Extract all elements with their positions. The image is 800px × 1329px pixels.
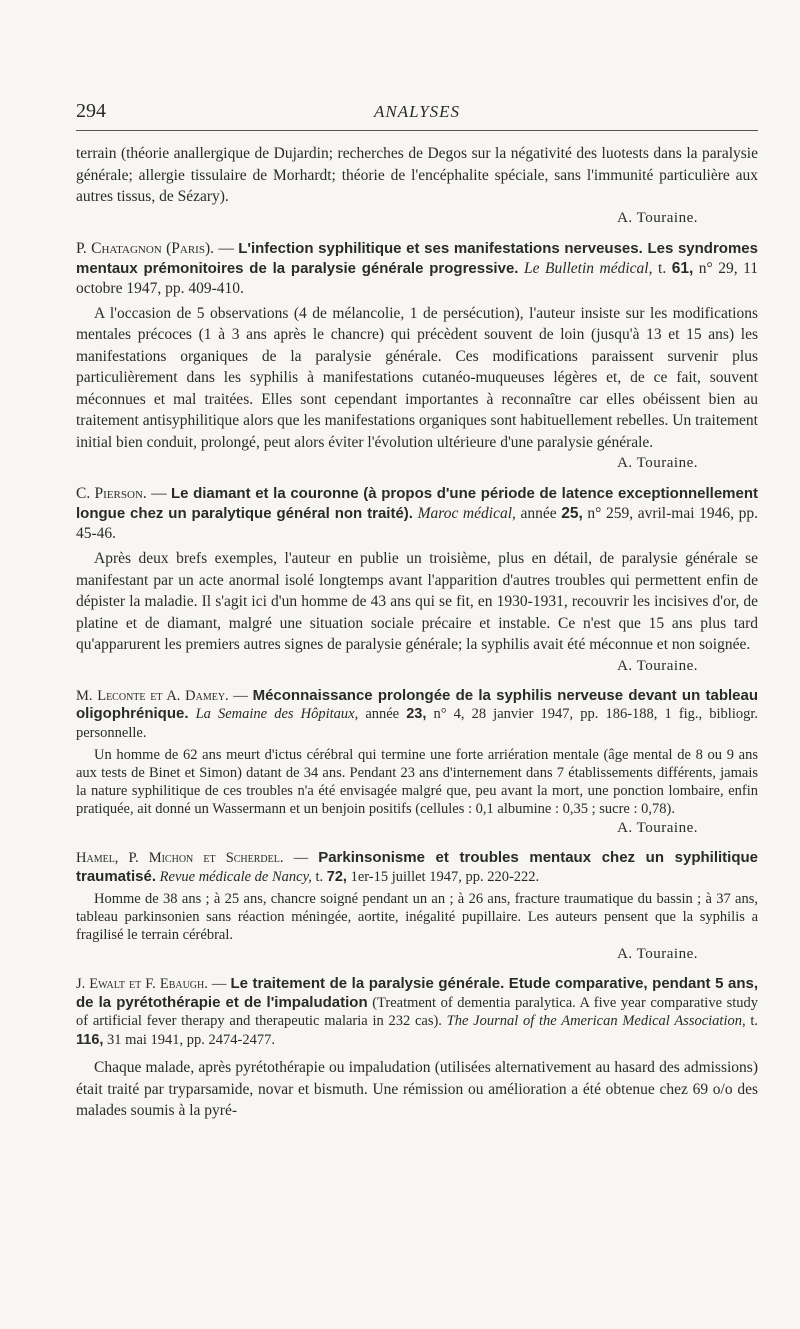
entry-volume: 25, [561,505,583,522]
page [76,100,758,1122]
entry-volume: 116, [76,1031,104,1048]
intro-block [76,143,758,229]
page-header [76,100,758,131]
entry-authors: M. Leconte et A. Damey. [76,687,229,704]
entry-title: Parkinsonisme et troubles mentaux chez un syphilitique traumatisé. [76,849,758,885]
entry-body: Un homme de 62 ans meurt d'ictus cérébral qui termine une forte arriération mentale (âge mental de 8 ou 9 ans aux tests de Binet et Simon) datant de 34 ans. Pendant 23 ans d'internement dans 7 établissements différents, jamais la nature syphilitique de ces troubles n'a été envisagée malgré que, peu avant la mort, une ponction lombaire, enfin pratiquée, ait donné un Wassermann et un benjoin positifs (cellules : 0,1 albumine : 0,35 ; sucre : 0,78). [76,747,758,817]
signature: A. Touraine. [617,657,698,674]
entry-title-extra: (Treatment of dementia paralytica. A five year comparative study of artificial fever therapy and therapeutic malaria in 232 cas). [76,994,758,1029]
entry-body: Après deux brefs exemples, l'auteur en publie un troisième, plus en détail, de paralysie générale se manifestant par un acte anormal isolé longtemps avant l'apparition d'autres troubles qui permettent enfin de dépister la maladie. Il s'agit ici d'un homme de 43 ans qui se fit, en 1930-1931, recouvrir les incisives d'or, de platine et de diamant, malgré une situation sociale précaire et instable. Ce n'est que 15 ans plus tard qu'apparurent les premiers autres signes de paralysie générale; la syphilis avait été méconnue et non soignée. [76,550,758,653]
signature: A. Touraine. [617,209,698,226]
entry-heading: J. Ewalt et F. Ebaugh. — Le traitement de la paralysie générale. Etude comparative, pendant 5 ans, de la pyrétothérapie et de l'impaludation (Treatment of dementia paralytica. A five year comparative study of artificial fever therapy and therapeutic malaria in 232 cas). The Journal of the American Medical Association, t. 116, 31 mai 1941, pp. 2474-2477. [76,975,759,1048]
entry-ref-post: n° 259, avril-mai 1946, pp. 45-46. [76,505,758,542]
entry-title: Le traitement de la paralysie générale. Etude comparative, pendant 5 ans, de la pyrétothérapie et de l'impaludation [76,975,758,1011]
abstract-entry [76,484,758,677]
signature: A. Touraine. [617,946,698,962]
entry-authors: J. Ewalt et F. Ebaugh. [76,976,208,992]
entry-ref-post: 31 mai 1941, pp. 2474-2477. [107,1031,275,1048]
running-title: ANALYSES [373,102,461,121]
abstract-entry [76,849,758,965]
abstract-entry [76,975,758,1049]
page-number: 294 [76,100,106,122]
entry-ref-pre: t. [315,868,324,885]
entry-journal: Revue médicale de Nancy, [159,868,312,885]
entry-heading: C. Pierson. — Le diamant et la couronne (à propos d'une période de latence exceptionnellement longue chez un paralytique général non traité). Maroc médical, année 25, n° 259, avril-mai 1946, pp. 45-46. [76,485,759,542]
entry-journal: The Journal of the American Medical Association, [446,1013,746,1029]
entry-journal: La Semaine des Hôpitaux, [195,706,359,722]
entry-journal: Maroc médical, [417,505,516,522]
abstract-entry [76,239,758,475]
entry-title: Méconnaissance prolongée de la syphilis nerveuse devant un tableau oligophrénique. [76,686,759,722]
entry-journal: Le Bulletin médical, [523,259,653,277]
abstract-entry [76,687,758,840]
entry-body: Chaque malade, après pyrétothérapie ou impaludation (utilisées alternativement au hasard des admissions) était traité par tryparsamide, novar et bismuth. Une rémission ou amélioration a été obtenue chez 69 o/o des malades soumis à la pyré- [76,1059,758,1119]
entry-heading: M. Leconte et A. Damey. — Méconnaissance prolongée de la syphilis nerveuse devant un tableau oligophrénique. La Semaine des Hôpitaux, année 23, n° 4, 28 janvier 1947, pp. 186-188, 1 fig., bibliogr. personnelle. [76,686,759,741]
entry-authors: Hamel, P. Michon et Scherdel. [76,850,284,866]
entry-heading: Hamel, P. Michon et Scherdel. — Parkinsonisme et troubles mentaux chez un syphilitique traumatisé. Revue médicale de Nancy, t. 72, 1er-15 juillet 1947, pp. 220-222. [76,849,758,885]
entry-ref-pre: année [365,706,400,722]
entry-body: Homme de 38 ans ; à 25 ans, chancre soigné pendant un an ; à 26 ans, fracture traumatique du bassin ; à 37 ans, tableau parkinsonien sans réaction méningée, aortite, inégalité pupillaire. Les auteurs pensent que la syphilis a fragilisé le terrain cérébral. [76,891,758,943]
entry-ref-pre: année [520,505,557,522]
entry-authors: P. Chatagnon (Paris). [76,239,214,257]
entry-heading: P. Chatagnon (Paris). — L'infection syphilitique et ses manifestations nerveuses. Les syndromes mentaux prémonitoires de la paralysie générale progressive. Le Bulletin médical, t. 61, n° 29, 11 octobre 1947, pp. 409-410. [76,239,759,297]
entry-volume: 61, [671,259,694,277]
entry-ref-pre: t. [658,259,667,277]
entry-authors: C. Pierson. [76,485,147,502]
signature: A. Touraine. [617,455,698,471]
entry-ref-pre: t. [750,1013,759,1029]
entry-ref-post: n° 4, 28 janvier 1947, pp. 186-188, 1 fig., bibliogr. personnelle. [76,706,759,741]
entry-body: A l'occasion de 5 observations (4 de mélancolie, 1 de persécution), l'auteur insiste sur les modifications mentales précoces (1 à 3 ans après le chancre) qui précèdent souvent de loin (jusqu'à 13 et 15 ans) les manifestations organiques de la paralysie générale. Ces modifications paraissent survenir plus particulièrement dans les syphilis à manifestations cutanéo-muqueuses légères et, de ce fait, souvent méconnues et mal traitées. Elles sont cependant importantes à reconnaître car elles obéissent bien au traitement antisyphilitique alors que les manifestations organiques sont habituellement rebelles. Un traitement initial bien conduit, prolongé, peut alors éviter l'évolution ultérieure d'une paralysie générale. [76,304,758,451]
entry-volume: 23, [406,706,427,722]
entry-title: L'infection syphilitique et ses manifestations nerveuses. Les syndromes mentaux prémonitoires de la paralysie générale progressive. [76,239,758,277]
entry-ref-post: 1er-15 juillet 1947, pp. 220-222. [350,868,540,885]
entry-volume: 72, [326,868,347,885]
entry-title: Le diamant et la couronne (à propos d'une période de latence exceptionnellement longue chez un paralytique général non traité). [76,485,759,522]
intro-text: terrain (théorie anallergique de Dujardin; recherches de Degos sur la négativité des luotests dans la paralysie générale; allergie tissulaire de Morhardt; théorie de l'encéphalite spéciale, sans l'immunité particulière aux autres tissus, de Sézary). [76,145,758,205]
signature: A. Touraine. [617,820,698,836]
entry-ref-post: n° 29, 11 octobre 1947, pp. 409-410. [76,259,759,297]
